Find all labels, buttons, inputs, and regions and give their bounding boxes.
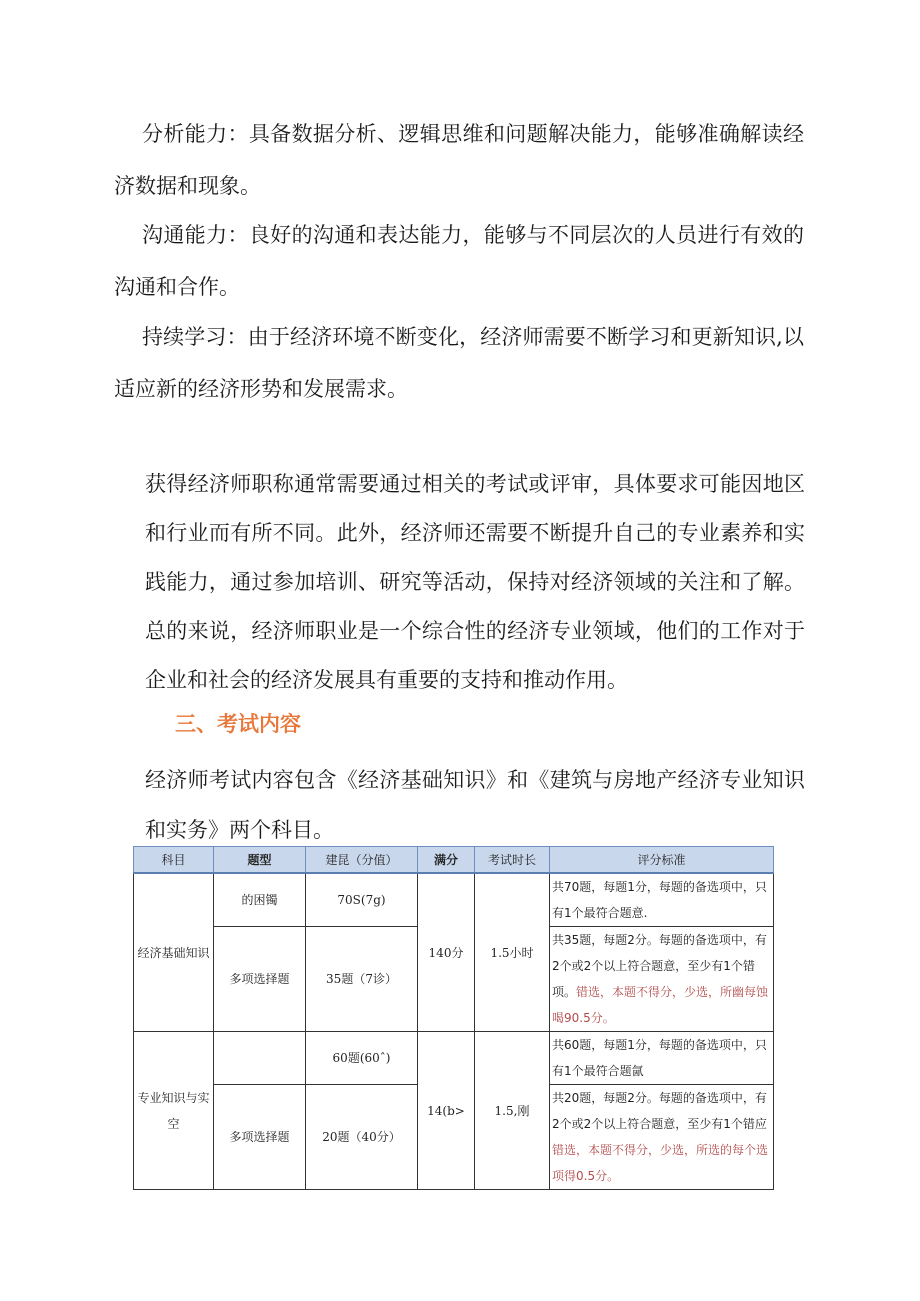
section-heading-exam-content: 三、考试内容	[175, 711, 301, 736]
scoring-criteria	[550, 927, 774, 1032]
scoring-criteria: 共60题，每题1分，每题的备选项中，只有1个最符合题氤	[550, 1032, 774, 1085]
scoring-criteria	[550, 1085, 774, 1190]
criteria-penalty-text: 错选，本题不得分，少选，所选的每	[552, 1143, 745, 1157]
paragraph-exam-intro: 经济师考试内容包含《经济基础知识》和《建筑与房地产经济专业知识和实务》两个科目。	[145, 768, 805, 842]
exam-content-table	[133, 846, 774, 1190]
header-subject: 科目	[134, 847, 214, 874]
table-header-row	[134, 847, 774, 874]
question-count: 35题（7诊）	[306, 927, 418, 1032]
question-count: 60题(60ˆ)	[306, 1032, 418, 1085]
exam-duration: 1.5,刚	[475, 1032, 550, 1190]
question-count: 70S(7g)	[306, 873, 418, 927]
full-score: 14(b>	[418, 1032, 475, 1190]
header-count-score: 建昆（分值）	[306, 847, 418, 874]
header-full-score: 满分	[418, 847, 475, 874]
header-criteria: 评分标准	[550, 847, 774, 874]
question-type: 多项选择题	[214, 1085, 306, 1190]
header-question-type: 题型	[214, 847, 306, 874]
paragraph-summary: 获得经济师职称通常需要通过相关的考试或评审，具体要求可能因地区和行业而有所不同。此外，经济师还需要不断提升自己的专业素养和实践能力，通过参加培训、研究等活动，保持对经济领域的关注和了解。总的来说，经济师职业是一个综合性的经济专业领域，他们的工作对于企业和社会的经济发展具有重要的支持和推动作用。	[145, 472, 805, 692]
subject-name: 专业知识与实空	[134, 1032, 214, 1190]
question-type: 多项选择题	[214, 927, 306, 1032]
scoring-criteria: 共70题，每题1分，每题的备选项中，只有1个最符合题意.	[550, 873, 774, 927]
table-row	[134, 873, 774, 927]
header-duration: 考试时长	[475, 847, 550, 874]
question-type	[214, 1032, 306, 1085]
paragraph-communication: 沟通能力：良好的沟通和表达能力，能够与不同层次的人员进行有效的沟通和合作。	[114, 223, 804, 299]
exam-duration: 1.5小时	[475, 873, 550, 1032]
paragraph-analysis: 分析能力：具备数据分析、逻辑思维和问题解决能力，能够准确解读经济数据和现象。	[114, 122, 804, 198]
question-count: 20题（40分）	[306, 1085, 418, 1190]
table-row	[134, 1032, 774, 1085]
criteria-text: 共35题，每题2分。每题的备选项中，有2个或2个以上符合题意，至少有1个错项。	[552, 933, 767, 999]
subject-name: 经济基础知识	[134, 873, 214, 1032]
paragraph-learning: 持续学习：由于经济环境不断变化，经济师需要不断学习和更新知识,以适应新的经济形势和发展需求。	[114, 325, 804, 401]
criteria-partial-text: 所幽每蚀喝90.5分。	[552, 985, 769, 1025]
criteria-text: 共20题，每题2分。每题的备选项中，有2个或2个以上符合题意，至少有1个错应	[552, 1091, 767, 1131]
question-type: 的困镯	[214, 873, 306, 927]
criteria-penalty-text: 错选，本题不得分，少选，	[576, 985, 721, 999]
criteria-partial-text: 个选项得0.5分。	[552, 1143, 769, 1183]
full-score: 140分	[418, 873, 475, 1032]
